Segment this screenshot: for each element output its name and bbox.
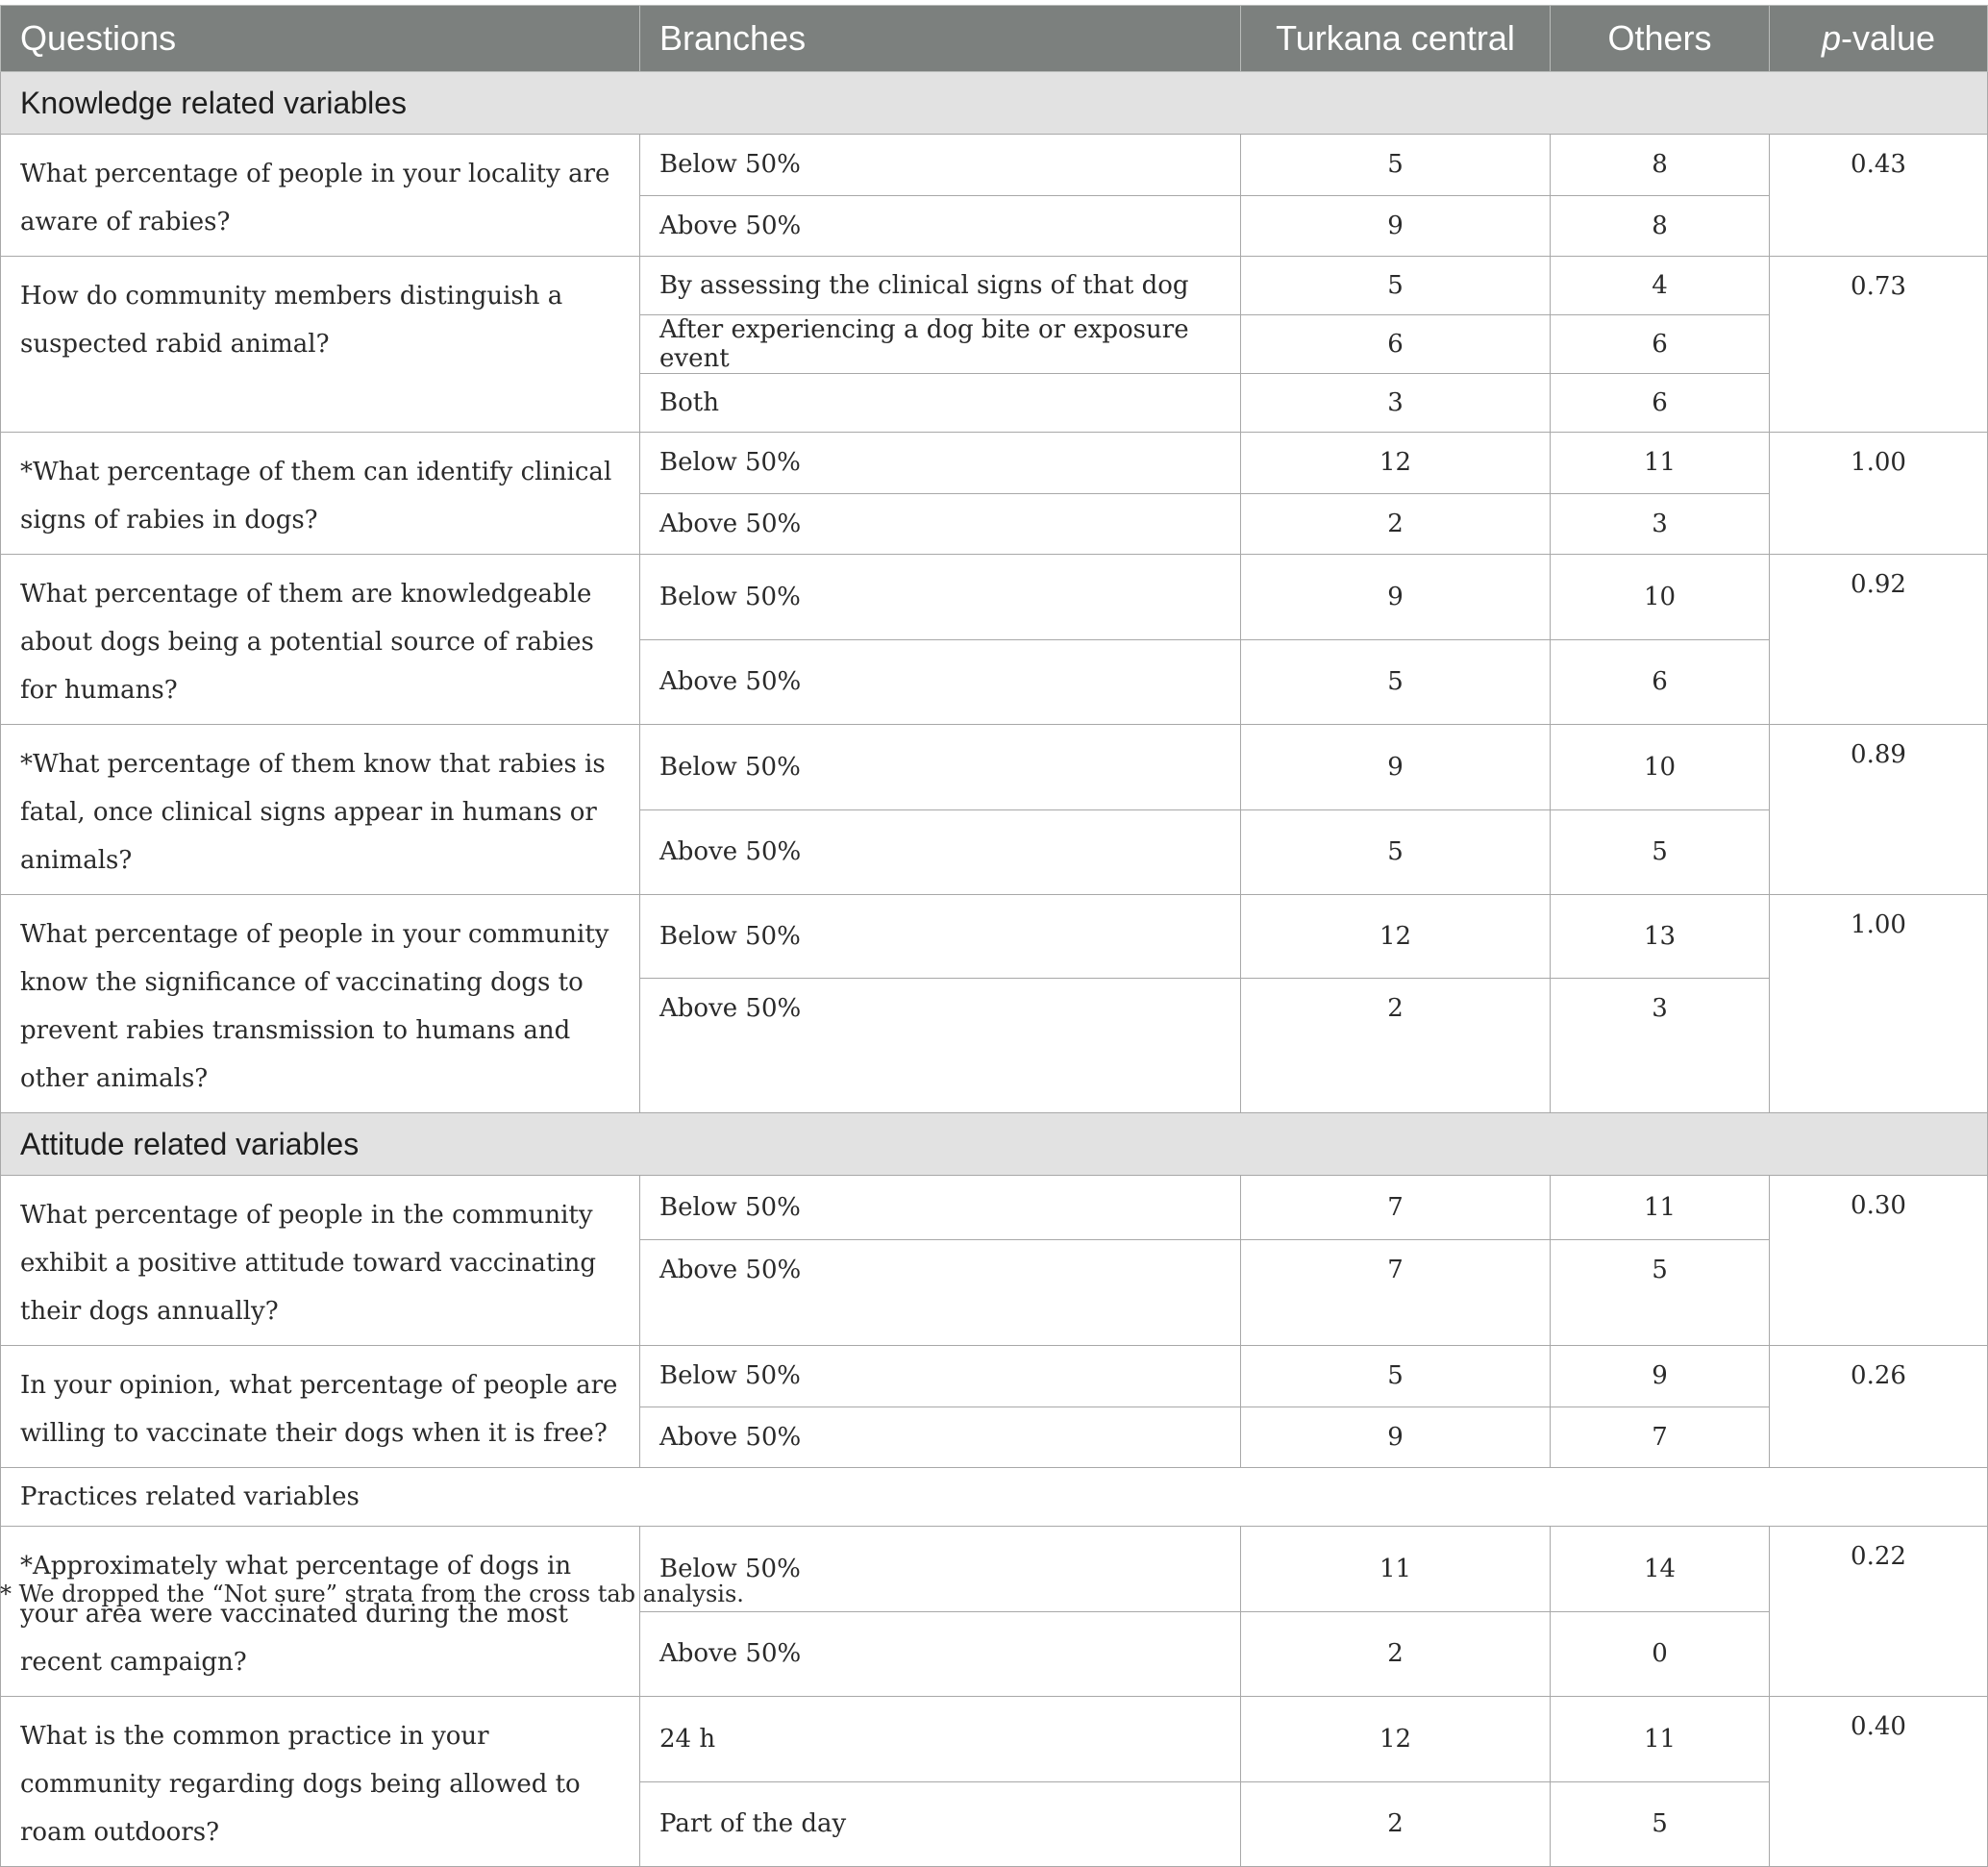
others-cell: 0 (1551, 1611, 1770, 1697)
turkana-cell: 12 (1241, 1697, 1551, 1782)
others-cell: 3 (1551, 493, 1770, 555)
branch-cell: Above 50% (640, 1611, 1241, 1697)
p-value-cell: 1.00 (1770, 895, 1988, 1113)
p-value-cell: 0.89 (1770, 725, 1988, 895)
branch-cell: Above 50% (640, 493, 1241, 555)
col-header-turkana-central: Turkana central (1241, 6, 1551, 72)
others-cell: 5 (1551, 809, 1770, 895)
turkana-cell: 9 (1241, 1406, 1551, 1468)
branch-cell: Part of the day (640, 1781, 1241, 1867)
p-value-cell: 0.73 (1770, 257, 1988, 433)
branch-cell: Below 50% (640, 135, 1241, 196)
turkana-cell: 9 (1241, 555, 1551, 640)
turkana-cell: 5 (1241, 809, 1551, 895)
p-italic: p (1821, 18, 1841, 58)
col-header-others: Others (1551, 6, 1770, 72)
others-cell: 6 (1551, 639, 1770, 725)
branch-cell: Below 50% (640, 725, 1241, 810)
others-cell: 8 (1551, 195, 1770, 257)
question-cell: What percentage of them are knowledgeable about dogs being a potential source of rabies for humans? (1, 555, 640, 725)
turkana-cell: 7 (1241, 1240, 1551, 1346)
turkana-cell: 9 (1241, 195, 1551, 257)
question-cell: How do community members distinguish a suspected rabid animal? (1, 257, 640, 433)
others-cell: 9 (1551, 1346, 1770, 1407)
footnote: * We dropped the “Not sure” strata from the cross tab analysis. (0, 1581, 744, 1607)
col-header-p-value (1770, 6, 1988, 72)
turkana-cell: 5 (1241, 257, 1551, 315)
branch-cell: Above 50% (640, 1240, 1241, 1346)
section-title-practices: Practices related variables (1, 1468, 1988, 1527)
others-cell: 5 (1551, 1781, 1770, 1867)
turkana-cell: 12 (1241, 895, 1551, 979)
others-cell: 11 (1551, 433, 1770, 494)
table-row (1, 433, 1988, 494)
table-row (1, 1697, 1988, 1782)
turkana-cell: 5 (1241, 639, 1551, 725)
col-header-branches: Branches (640, 6, 1241, 72)
branch-cell: Above 50% (640, 809, 1241, 895)
others-cell: 11 (1551, 1176, 1770, 1240)
question-cell: What percentage of people in your community know the significance of vaccinating dogs to prevent rabies transmission to humans and other animals? (1, 895, 640, 1113)
p-value-cell: 0.22 (1770, 1527, 1988, 1697)
others-cell: 7 (1551, 1406, 1770, 1468)
turkana-cell: 5 (1241, 135, 1551, 196)
turkana-cell: 2 (1241, 493, 1551, 555)
section-title-attitude: Attitude related variables (1, 1113, 1988, 1176)
others-cell: 10 (1551, 725, 1770, 810)
col-header-questions: Questions (1, 6, 640, 72)
others-cell: 11 (1551, 1697, 1770, 1782)
question-cell: What percentage of people in your locality are aware of rabies? (1, 135, 640, 257)
branch-cell: Below 50% (640, 1176, 1241, 1240)
table-row (1, 257, 1988, 315)
section-row-practices (1, 1468, 1988, 1527)
turkana-cell: 3 (1241, 374, 1551, 433)
table-row (1, 135, 1988, 196)
turkana-cell: 2 (1241, 1781, 1551, 1867)
section-row-attitude (1, 1113, 1988, 1176)
branch-cell: Above 50% (640, 195, 1241, 257)
others-cell: 3 (1551, 978, 1770, 1112)
others-cell: 10 (1551, 555, 1770, 640)
turkana-cell: 2 (1241, 1611, 1551, 1697)
branch-cell: Below 50% (640, 1527, 1241, 1612)
others-cell: 6 (1551, 315, 1770, 374)
branch-cell: Below 50% (640, 555, 1241, 640)
p-value-cell: 0.43 (1770, 135, 1988, 257)
branch-cell: Below 50% (640, 433, 1241, 494)
turkana-cell: 9 (1241, 725, 1551, 810)
turkana-cell: 5 (1241, 1346, 1551, 1407)
question-cell: *What percentage of them know that rabies is fatal, once clinical signs appear in humans or animals? (1, 725, 640, 895)
branch-cell: Above 50% (640, 1406, 1241, 1468)
section-title-knowledge: Knowledge related variables (1, 72, 1988, 135)
table-row (1, 895, 1988, 979)
table-row (1, 1176, 1988, 1240)
question-cell: What is the common practice in your community regarding dogs being allowed to roam outdoors? (1, 1697, 640, 1867)
section-row-knowledge (1, 72, 1988, 135)
header-row (1, 6, 1988, 72)
p-value-cell: 0.92 (1770, 555, 1988, 725)
others-cell: 6 (1551, 374, 1770, 433)
branch-cell: 24 h (640, 1697, 1241, 1782)
others-cell: 13 (1551, 895, 1770, 979)
turkana-cell: 11 (1241, 1527, 1551, 1612)
turkana-cell: 7 (1241, 1176, 1551, 1240)
table-row (1, 1346, 1988, 1407)
branch-cell: After experiencing a dog bite or exposure event (640, 315, 1241, 374)
turkana-cell: 2 (1241, 978, 1551, 1112)
question-cell: What percentage of people in the community exhibit a positive attitude toward vaccinating their dogs annually? (1, 1176, 640, 1346)
table-row (1, 725, 1988, 810)
question-cell: *What percentage of them can identify clinical signs of rabies in dogs? (1, 433, 640, 555)
table-row (1, 555, 1988, 640)
others-cell: 4 (1551, 257, 1770, 315)
others-cell: 8 (1551, 135, 1770, 196)
turkana-cell: 6 (1241, 315, 1551, 374)
p-value-cell: 0.30 (1770, 1176, 1988, 1346)
question-cell: *Approximately what percentage of dogs in your area were vaccinated during the most recent campaign? (1, 1527, 640, 1697)
p-value-suffix: -value (1840, 18, 1936, 58)
branch-cell: Both (640, 374, 1241, 433)
turkana-cell: 12 (1241, 433, 1551, 494)
p-value-cell: 1.00 (1770, 433, 1988, 555)
others-cell: 14 (1551, 1527, 1770, 1612)
branch-cell: Above 50% (640, 639, 1241, 725)
branch-cell: Below 50% (640, 1346, 1241, 1407)
branch-cell: Above 50% (640, 978, 1241, 1112)
p-value-cell: 0.40 (1770, 1697, 1988, 1867)
question-cell: In your opinion, what percentage of people are willing to vaccinate their dogs when it is free? (1, 1346, 640, 1468)
others-cell: 5 (1551, 1240, 1770, 1346)
branch-cell: Below 50% (640, 895, 1241, 979)
p-value-cell: 0.26 (1770, 1346, 1988, 1468)
branch-cell: By assessing the clinical signs of that dog (640, 257, 1241, 315)
